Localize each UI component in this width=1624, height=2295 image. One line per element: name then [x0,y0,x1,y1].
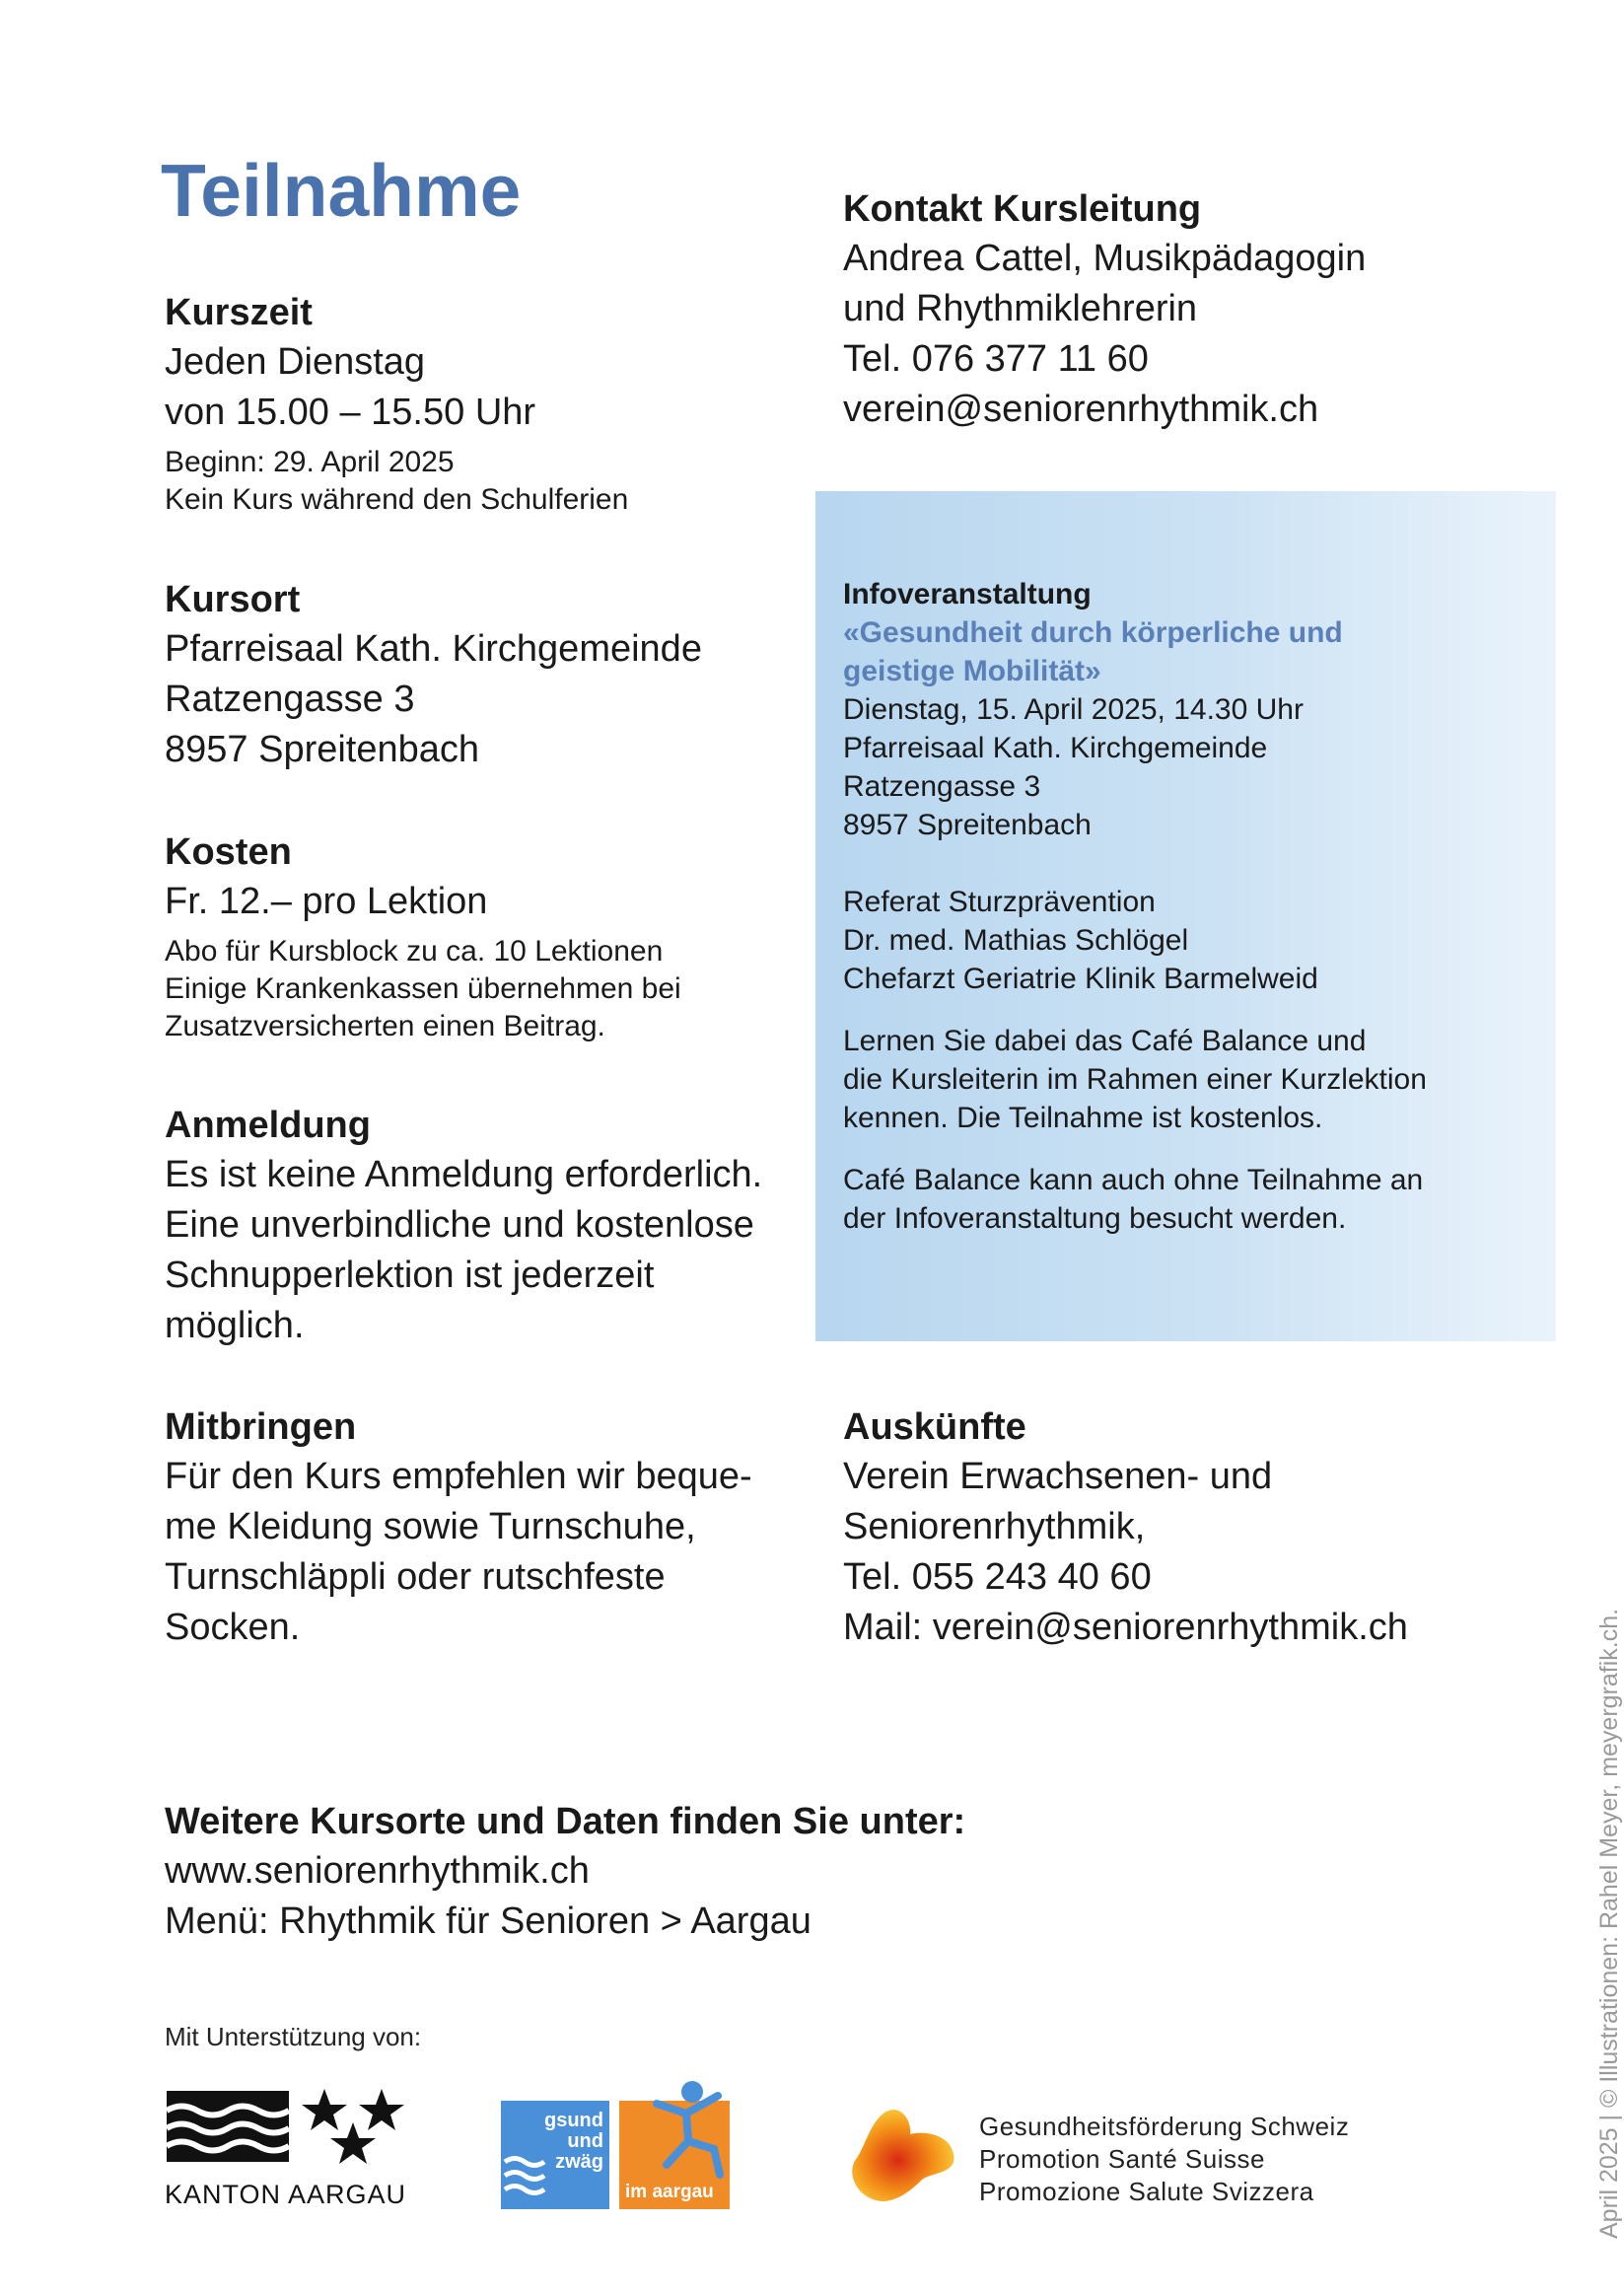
anmeldung-line: Eine unverbindliche und kostenlose [165,1204,754,1246]
gf-text-de: Gesundheitsförderung Schweiz [979,2112,1350,2141]
mitbringen-line: Socken. [165,1607,301,1648]
gz-blue-square [501,2101,609,2209]
auskuenfte-phone: Tel. 055 243 40 60 [843,1556,1152,1598]
auskuenfte-email[interactable]: Mail: verein@seniorenrhythmik.ch [843,1607,1408,1648]
info-referat: Dr. med. Mathias Schlögel [843,924,1189,957]
kurszeit-line: von 15.00 – 15.50 Uhr [165,392,536,433]
info-paragraph: kennen. Die Teilnahme ist kostenlos. [843,1102,1323,1134]
info-box [843,575,1533,1238]
kosten-note: Einige Krankenkassen übernehmen bei [165,972,681,1005]
section-kontakt [843,184,1533,435]
info-subtitle: geistige Mobilität» [843,655,1101,687]
auskuenfte-line: Verein Erwachsenen- und [843,1456,1273,1497]
kontakt-line: und Rhythmiklehrerin [843,288,1198,329]
mitbringen-line: Für den Kurs empfehlen wir beque- [165,1456,752,1497]
kursort-heading: Kursort [165,579,301,620]
mitbringen-heading: Mitbringen [165,1406,357,1448]
gf-blob-icon [843,2101,961,2209]
side-credit: April 2025 | © Illustrationen: Rahel Meyer, meyergrafik.ch. [1595,1608,1623,2239]
kontakt-email[interactable]: verein@seniorenrhythmik.ch [843,389,1319,430]
kurszeit-note: Kein Kurs während den Schulferien [165,483,629,516]
kontakt-phone: Tel. 076 377 11 60 [843,338,1149,380]
gsund-und-zwaeg-logo [501,2074,738,2212]
gf-text-fr: Promotion Santé Suisse [979,2144,1265,2174]
gz-text: zwäg [555,2151,603,2173]
kontakt-line: Andrea Cattel, Musikpädagogin [843,238,1367,279]
info-subtitle: «Gesundheit durch körperliche und [843,616,1343,649]
kontakt-heading: Kontakt Kursleitung [843,188,1202,230]
info-detail: Pfarreisaal Kath. Kirchgemeinde [843,732,1268,764]
kurszeit-note: Beginn: 29. April 2025 [165,446,455,478]
aargau-waves-stars-icon [165,2083,411,2167]
kursort-line: Ratzengasse 3 [165,679,415,720]
info-paragraph: Lernen Sie dabei das Café Balance und [843,1025,1367,1057]
info-paragraph: der Infoveranstaltung besucht werden. [843,1202,1347,1235]
kursort-line: 8957 Spreitenbach [165,729,480,770]
info-paragraph: die Kursleiterin im Rahmen einer Kurzlektion [843,1063,1427,1096]
section-kurszeit [165,288,796,519]
gf-text-it: Promozione Salute Svizzera [979,2177,1314,2206]
menu-path: Menü: Rhythmik für Senioren > Aargau [165,1901,812,1942]
weitere-heading: Weitere Kursorte und Daten finden Sie unter: [165,1801,966,1842]
page-title: Teilnahme [161,149,522,232]
kosten-note: Zusatzversicherten einen Beitrag. [165,1010,605,1042]
info-detail: Ratzengasse 3 [843,770,1041,803]
info-paragraph: Café Balance kann auch ohne Teilnahme an [843,1164,1424,1196]
gz-waves-icon [503,2150,552,2199]
section-mitbringen [165,1402,796,1653]
kurszeit-heading: Kurszeit [165,292,313,333]
anmeldung-line: möglich. [165,1305,305,1346]
section-anmeldung [165,1101,796,1351]
kursort-line: Pfarreisaal Kath. Kirchgemeinde [165,628,702,670]
kurszeit-line: Jeden Dienstag [165,341,426,383]
info-detail: Dienstag, 15. April 2025, 14.30 Uhr [843,693,1304,726]
auskuenfte-line: Seniorenrhythmik, [843,1506,1146,1547]
kosten-note: Abo für Kursblock zu ca. 10 Lektionen [165,935,664,968]
info-referat: Referat Sturzprävention [843,886,1156,918]
kanton-aargau-logo [165,2083,421,2211]
section-auskuenfte [843,1402,1533,1653]
kosten-heading: Kosten [165,831,292,873]
aargau-logo-text: KANTON AARGAU [165,2180,407,2209]
gz-region-text: im aargau [625,2182,714,2202]
support-label: Mit Unterstützung von: [165,2022,422,2051]
website-link[interactable]: www.seniorenrhythmik.ch [165,1850,590,1892]
anmeldung-heading: Anmeldung [165,1105,371,1146]
section-kosten [165,827,796,1045]
mitbringen-line: Turnschläppli oder rutschfeste [165,1556,666,1598]
anmeldung-line: Schnupperlektion ist jederzeit [165,1255,655,1296]
mitbringen-line: me Kleidung sowie Turnschuhe, [165,1506,696,1547]
anmeldung-line: Es ist keine Anmeldung erforderlich. [165,1154,763,1195]
gz-text: gsund [544,2110,603,2131]
info-heading: Infoveranstaltung [843,578,1092,610]
gz-text: und [567,2130,603,2152]
section-weitere [165,1797,1151,1947]
gesundheitsfoerderung-logo [843,2101,1376,2219]
info-referat: Chefarzt Geriatrie Klinik Barmelweid [843,963,1318,995]
kosten-line: Fr. 12.– pro Lektion [165,881,488,922]
auskuenfte-heading: Auskünfte [843,1406,1026,1448]
section-kursort [165,575,796,775]
jumping-figure-icon [637,2074,745,2183]
info-detail: 8957 Spreitenbach [843,809,1092,841]
